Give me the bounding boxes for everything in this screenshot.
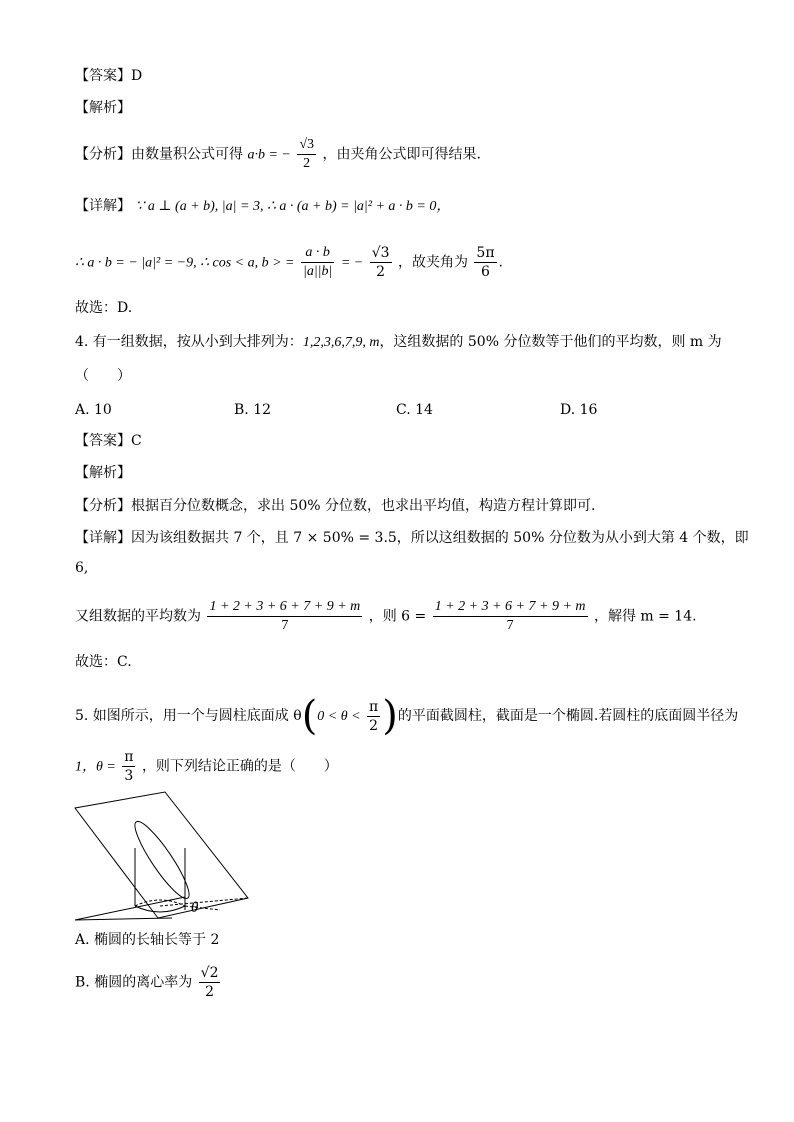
q4-stem: 4. 有一组数据，按从小到大排列为：1,2,3,6,7,9, m，这组数据的 50% 分位数等于他们的平均数，则 m 为 [75, 334, 722, 350]
q4-option-b[interactable]: B. 12 [234, 402, 272, 418]
q3-sqrt3-frac: $\frac{√3}{2}$ [371, 245, 390, 280]
q3-cos-frac: $\frac{a \cdot b}{|a||b|}$ [302, 245, 333, 279]
q3-fenxi [75, 136, 481, 173]
q4-answer: 【答案】C [75, 433, 142, 449]
q3-final: 故选：D. [75, 300, 133, 316]
q3-fenxi-frac: $\frac{√3}{2}$ [299, 137, 314, 171]
q4-detail-1: 【详解】因为该组数据共 7 个，且 7 × 50% = 3.5，所以这组数据的 50% 分位数为从小到大第 4 个数，即 [75, 530, 749, 546]
theta-label: θ [191, 900, 199, 916]
cut-ellipse [128, 816, 196, 903]
q3-answer: 【答案】D [75, 68, 143, 84]
q5-option-a[interactable]: A. 椭圆的长轴长等于 2 [75, 932, 220, 948]
q4-option-c[interactable]: C. 14 [396, 402, 433, 418]
q4-fenxi: 【分析】根据百分位数概念，求出 50% 分位数，也求出平均值，构造方程计算即可. [75, 498, 596, 514]
q3-analysis: 【解析】 [75, 100, 131, 116]
q4-detail-3: 又组数据的平均数为 $\frac{1 + 2 + 3 + 6 + 7 + 9 + m}{7}$ ，则 6 = $\frac{1 + 2 + 3 + 6 + 7 + 9 + m}{7}$ ，解得 m = 14. [75, 599, 697, 633]
q4-mean-frac-1: $\frac{1 + 2 + 3 + 6 + 7 + 9 + m}{7}$ [209, 599, 361, 633]
base-plane [75, 897, 185, 920]
q5-stem: 5. 如图所示，用一个与圆柱底面成 θ(0 < θ < $\frac{\pi}{2}$ )的平面截圆柱，截面是一个椭圆.若圆柱的底面圆半径为 [75, 693, 739, 739]
q5-range-frac: $\frac{\pi}{2}$ [369, 698, 379, 734]
q3-fenxi-pre: 【分析】由数量积公式可得 [75, 146, 243, 163]
q3-detail-1: 【详解】 ∵ a ⊥ (a + b), |a| = 3, ∴ a · (a + b) = |a|² + a · b = 0， [75, 198, 451, 214]
q4-mean-frac-2: $\frac{1 + 2 + 3 + 6 + 7 + 9 + m}{7}$ [434, 599, 586, 633]
q3-fenxi-expr: a·b = − [247, 147, 291, 163]
q4-option-a[interactable]: A. 10 [75, 402, 112, 418]
q3-detail-2: ∴ a · b = − |a|² = −9, ∴ cos < a, b > = $\frac{a \cdot b}{|a||b|}$ = − $\frac{√3}{2}$ ，故夹角为 $\frac{5\pi}{6}$ . [75, 245, 503, 280]
q3-fenxi-post: ，由夹角公式即可得结果. [322, 146, 481, 163]
q5-optb-frac: $\frac{√2}{2}$ [200, 965, 219, 1000]
q5-line2: 1，θ = $\frac{\pi}{3}$ ，则下列结论正确的是（ ） [75, 749, 338, 784]
cutting-plane [75, 792, 248, 918]
q4-paren: （ ） [75, 368, 131, 384]
cylinder-figure [70, 790, 260, 930]
q4-final: 故选：C. [75, 654, 132, 670]
q3-angle-frac: $\frac{5\pi}{6}$ [476, 245, 495, 280]
q5-option-b[interactable]: B. 椭圆的离心率为 $\frac{√2}{2}$ [75, 965, 219, 1000]
q5-theta-frac: $\frac{\pi}{3}$ [124, 749, 134, 784]
q4-detail-2: 6, [75, 560, 89, 576]
q4-analysis: 【解析】 [75, 465, 131, 481]
q4-option-d[interactable]: D. 16 [560, 402, 598, 418]
